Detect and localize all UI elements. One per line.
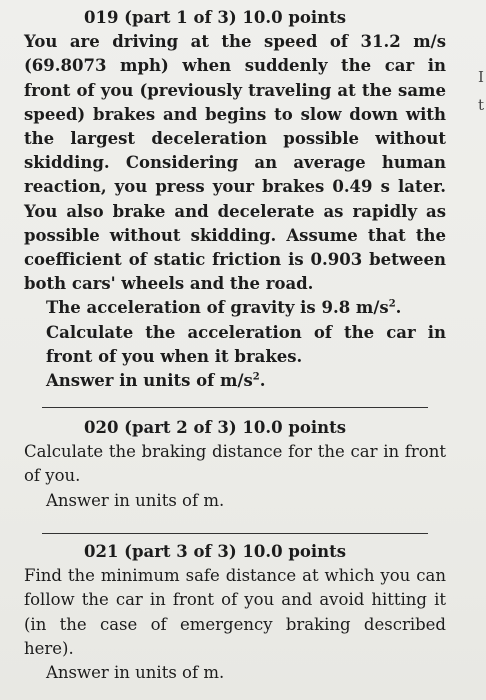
answer-units: [46, 369, 446, 393]
problem-header: 021 (part 3 of 3) 10.0 points: [84, 542, 347, 561]
answer-units-text: Answer in units of m/s: [46, 371, 253, 391]
cropped-edge-text: t: [478, 96, 485, 114]
problem-020: [24, 416, 446, 513]
problem-statement: You are driving at the speed of 31.2 m/s (69.8073 mph) when suddenly the car in front of you (previously traveling at the same speed) brakes and begins to slow down with the largest deceleration possible without skidding. Considering an average human reaction, you press your brakes 0.49 s later. You also brake and decelerate as rapidly as possible without skidding. Assume that the coefficient of static friction is 0.903 between both cars' wheels and the road.: [24, 32, 446, 294]
problem-statement: Find the minimum safe distance at which you can follow the car in front of you and avoid hitting it (in the case of emergency braking described here).: [24, 566, 446, 658]
divider: [42, 533, 428, 534]
gravity-text: The acceleration of gravity is 9.8 m/s: [46, 298, 389, 318]
problem-019: [24, 6, 446, 393]
divider: [42, 407, 428, 408]
gravity-period: .: [395, 298, 402, 318]
gravity-note: [46, 296, 446, 320]
problem-statement: Calculate the braking distance for the car in front of you.: [24, 442, 446, 486]
problem-header: 019 (part 1 of 3) 10.0 points: [84, 8, 347, 27]
gravity-exponent: 2: [388, 298, 396, 310]
problem-header: 020 (part 2 of 3) 10.0 points: [84, 418, 347, 437]
answer-units-exponent: 2: [252, 371, 260, 383]
problem-021: [24, 540, 446, 685]
answer-units: Answer in units of m.: [46, 490, 225, 510]
answer-units: Answer in units of m.: [46, 663, 225, 683]
cropped-edge-text: I: [478, 68, 484, 86]
problem-question: Calculate the acceleration of the car in front of you when it brakes.: [46, 322, 446, 366]
answer-units-period: .: [259, 371, 266, 391]
